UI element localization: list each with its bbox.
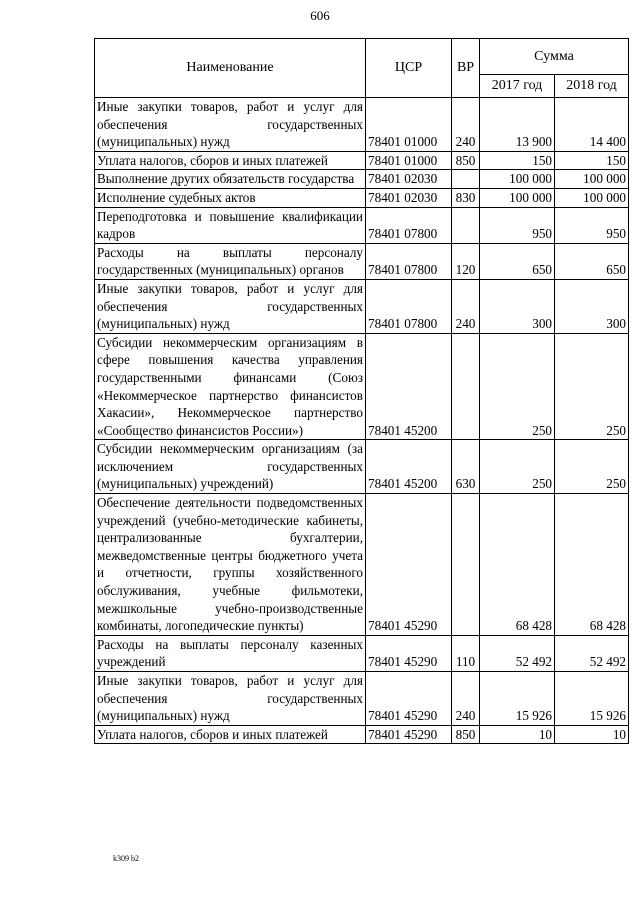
footer-code: k309 b2: [113, 854, 139, 863]
row-sum-2018: 52 492: [555, 635, 629, 671]
row-csr: 78401 45200: [366, 440, 452, 494]
row-sum-2017: 10: [480, 725, 555, 744]
row-vr: 120: [452, 243, 480, 279]
row-sum-2017: 650: [480, 243, 555, 279]
row-vr: 830: [452, 188, 480, 207]
row-name: Исполнение судебных актов: [95, 188, 366, 207]
row-sum-2018: 100 000: [555, 188, 629, 207]
header-vr: ВР: [452, 39, 480, 98]
row-csr: 78401 07800: [366, 279, 452, 333]
row-name: Иные закупки товаров, работ и услуг для обеспечения государственных (муниципальных) нужд: [95, 98, 366, 152]
row-vr: [452, 207, 480, 243]
row-sum-2018: 10: [555, 725, 629, 744]
row-sum-2018: 650: [555, 243, 629, 279]
table-row: [95, 170, 629, 189]
row-sum-2017: 13 900: [480, 98, 555, 152]
row-vr: 240: [452, 98, 480, 152]
row-vr: 850: [452, 151, 480, 170]
row-vr: [452, 170, 480, 189]
header-year-2018: 2018 год: [555, 75, 629, 98]
table-row: [95, 243, 629, 279]
row-csr: 78401 02030: [366, 170, 452, 189]
row-csr: 78401 45290: [366, 725, 452, 744]
row-csr: 78401 01000: [366, 98, 452, 152]
row-name: Субсидии некоммерческим организациям в сфере повышения качества управления государственными финансами (Союз «Некоммерческое партнерство финансистов Хакасии», Некоммерческое партнерство «Сообщество финансистов России»): [95, 333, 366, 440]
row-name: Иные закупки товаров, работ и услуг для обеспечения государственных (муниципальных) нужд: [95, 672, 366, 726]
row-sum-2017: 950: [480, 207, 555, 243]
row-sum-2018: 100 000: [555, 170, 629, 189]
row-sum-2018: 15 926: [555, 672, 629, 726]
row-vr: [452, 494, 480, 636]
row-sum-2017: 52 492: [480, 635, 555, 671]
row-csr: 78401 45290: [366, 494, 452, 636]
table-row: [95, 207, 629, 243]
row-name: Переподготовка и повышение квалификации кадров: [95, 207, 366, 243]
row-sum-2017: 300: [480, 279, 555, 333]
row-csr: 78401 45290: [366, 635, 452, 671]
row-vr: 240: [452, 672, 480, 726]
row-vr: 240: [452, 279, 480, 333]
row-sum-2018: 250: [555, 333, 629, 440]
row-name: Обеспечение деятельности подведомственных учреждений (учебно-методические кабинеты, централизованные бухгалтерии, межведомственные центры бюджетного учета и отчетности, группы хозяйственного обслуживания, учебные фильмотеки, межшкольные учебно-производственные комбинаты, логопедические пункты): [95, 494, 366, 636]
row-name: Уплата налогов, сборов и иных платежей: [95, 151, 366, 170]
row-sum-2017: 250: [480, 440, 555, 494]
table-row: [95, 98, 629, 152]
row-csr: 78401 45290: [366, 672, 452, 726]
row-vr: 110: [452, 635, 480, 671]
header-sum: Сумма: [480, 39, 629, 75]
header-year-2017: 2017 год: [480, 75, 555, 98]
row-vr: 630: [452, 440, 480, 494]
row-sum-2018: 150: [555, 151, 629, 170]
row-vr: 850: [452, 725, 480, 744]
row-name: Иные закупки товаров, работ и услуг для обеспечения государственных (муниципальных) нужд: [95, 279, 366, 333]
row-sum-2017: 100 000: [480, 188, 555, 207]
row-name: Выполнение других обязательств государства: [95, 170, 366, 189]
table-row: [95, 635, 629, 671]
row-csr: 78401 07800: [366, 207, 452, 243]
row-sum-2018: 14 400: [555, 98, 629, 152]
page-number: 606: [310, 8, 330, 23]
table-row: [95, 494, 629, 636]
table-row: [95, 151, 629, 170]
row-sum-2018: 250: [555, 440, 629, 494]
row-sum-2017: 150: [480, 151, 555, 170]
row-vr: [452, 333, 480, 440]
header-name: Наименование: [95, 39, 366, 98]
row-name: Расходы на выплаты персоналу казенных учреждений: [95, 635, 366, 671]
row-name: Расходы на выплаты персоналу государственных (муниципальных) органов: [95, 243, 366, 279]
table-row: [95, 672, 629, 726]
header-csr: ЦСР: [366, 39, 452, 98]
table-row: [95, 725, 629, 744]
row-csr: 78401 02030: [366, 188, 452, 207]
row-name: Уплата налогов, сборов и иных платежей: [95, 725, 366, 744]
table-row: [95, 188, 629, 207]
row-sum-2018: 68 428: [555, 494, 629, 636]
row-sum-2018: 300: [555, 279, 629, 333]
row-csr: 78401 07800: [366, 243, 452, 279]
row-sum-2018: 950: [555, 207, 629, 243]
budget-table: [94, 38, 629, 744]
row-sum-2017: 100 000: [480, 170, 555, 189]
row-sum-2017: 68 428: [480, 494, 555, 636]
row-sum-2017: 15 926: [480, 672, 555, 726]
row-sum-2017: 250: [480, 333, 555, 440]
row-csr: 78401 45200: [366, 333, 452, 440]
table-row: [95, 333, 629, 440]
table-row: [95, 440, 629, 494]
row-name: Субсидии некоммерческим организациям (за исключением государственных (муниципальных) учреждений): [95, 440, 366, 494]
row-csr: 78401 01000: [366, 151, 452, 170]
table-row: [95, 279, 629, 333]
